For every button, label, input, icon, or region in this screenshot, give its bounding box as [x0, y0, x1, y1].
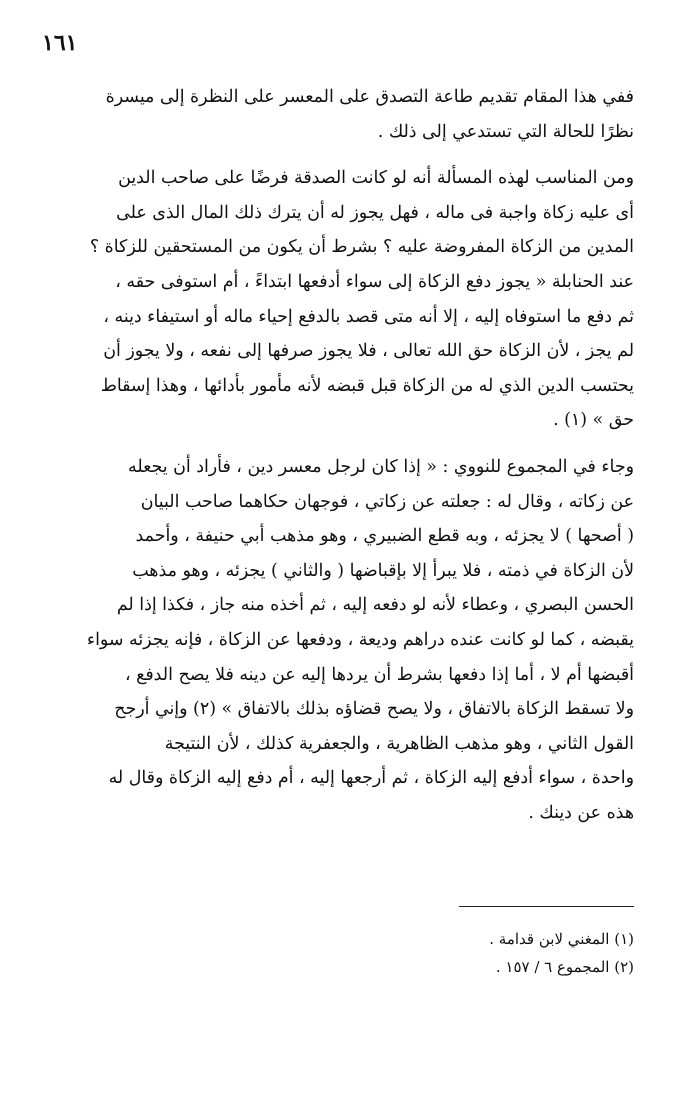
text-line: لم يجز ، لأن الزكاة حق الله تعالى ، فلا يجوز صرفها إلى نفعه ، ولا يجوز أن: [103, 341, 634, 362]
text-line: أى عليه زكاة واجبة فى ماله ، فهل يجوز له أن يترك ذلك المال الذى على: [116, 202, 634, 223]
text-line: وجاء في المجموع للنووي : « إذا كان لرجل معسر دين ، فأراد أن يجعله: [128, 456, 634, 477]
text-line: ومن المناسب لهذه المسألة أنه لو كانت الصدقة فرضًا على صاحب الدين: [118, 168, 634, 189]
paragraph-3: [38, 450, 634, 831]
text-line: نظرًا للحالة التي تستدعي إلى ذلك .: [377, 121, 634, 142]
text-line: الحسن البصري ، وعطاء لأنه لو دفعه إليه ، ثم أخذه منه جاز ، فكذا إذا لم: [116, 595, 634, 616]
text-line: لأن الزكاة في ذمته ، فلا يبرأ إلا بإقباضها ( والثاني ) يجزئه ، وهو مذهب: [132, 560, 634, 581]
text-line: عن زكاته ، وقال له : جعلته عن زكاتي ، فوجهان حكاهما صاحب البيان: [140, 491, 634, 512]
text-line: يحتسب الدين الذي له من الزكاة قبل قبضه لأنه مأمور بأدائها ، وهذا إسقاط: [100, 375, 634, 396]
text-line: واحدة ، سواء أدفع إليه الزكاة ، ثم أرجعها إليه ، أم دفع إليه الزكاة وقال له: [108, 768, 634, 789]
text-line: ثم دفع ما استوفاه إليه ، إلا أنه متى قصد بالدفع إحياء ماله أو استيفاء دينه ،: [103, 306, 634, 327]
text-line: هذه عن دينك .: [528, 802, 634, 823]
footnotes: [214, 925, 634, 981]
text-line: حق » (١) .: [553, 410, 634, 431]
text-line: المدين من الزكاة المفروضة عليه ؟ بشرط أن يكون من المستحقين للزكاة ؟: [89, 237, 634, 258]
main-text: [38, 80, 634, 830]
text-line: يقبضه ، كما لو كانت عنده دراهم وديعة ، ودفعها عن الزكاة ، فإنه يجزئه سواء: [86, 629, 634, 650]
text-line: ولا تسقط الزكاة بالاتفاق ، ولا يصح قضاؤه بذلك بالاتفاق » (٢) وإني أرجح: [114, 699, 634, 720]
paragraph-2: [38, 161, 634, 438]
text-line: ( أصحها ) لا يجزئه ، وبه قطع الضبيري ، وهو مذهب أبي حنيفة ، وأحمد: [135, 526, 634, 547]
text-line: ففي هذا المقام تقديم طاعة التصدق على المعسر على النظرة إلى ميسرة: [105, 87, 634, 107]
footnote-1: (١) المغني لابن قدامة .: [489, 930, 634, 948]
page-number: ١٦١: [42, 30, 78, 56]
text-line: القول الثاني ، وهو مذهب الظاهرية ، والجعفرية كذلك ، لأن النتيجة: [164, 733, 634, 754]
text-line: أقبضها أم لا ، أما إذا دفعها بشرط أن يردها إليه عن دينه فلا يصح الدفع ،: [124, 664, 634, 685]
footnote-divider: [459, 906, 634, 907]
footnote-2: (٢) المجموع ٦ / ١٥٧ .: [495, 958, 634, 976]
paragraph-1: [38, 80, 634, 149]
text-line: عند الحنابلة « يجوز دفع الزكاة إلى سواء أدفعها ابتداءً ، أم استوفى حقه ،: [115, 271, 634, 292]
